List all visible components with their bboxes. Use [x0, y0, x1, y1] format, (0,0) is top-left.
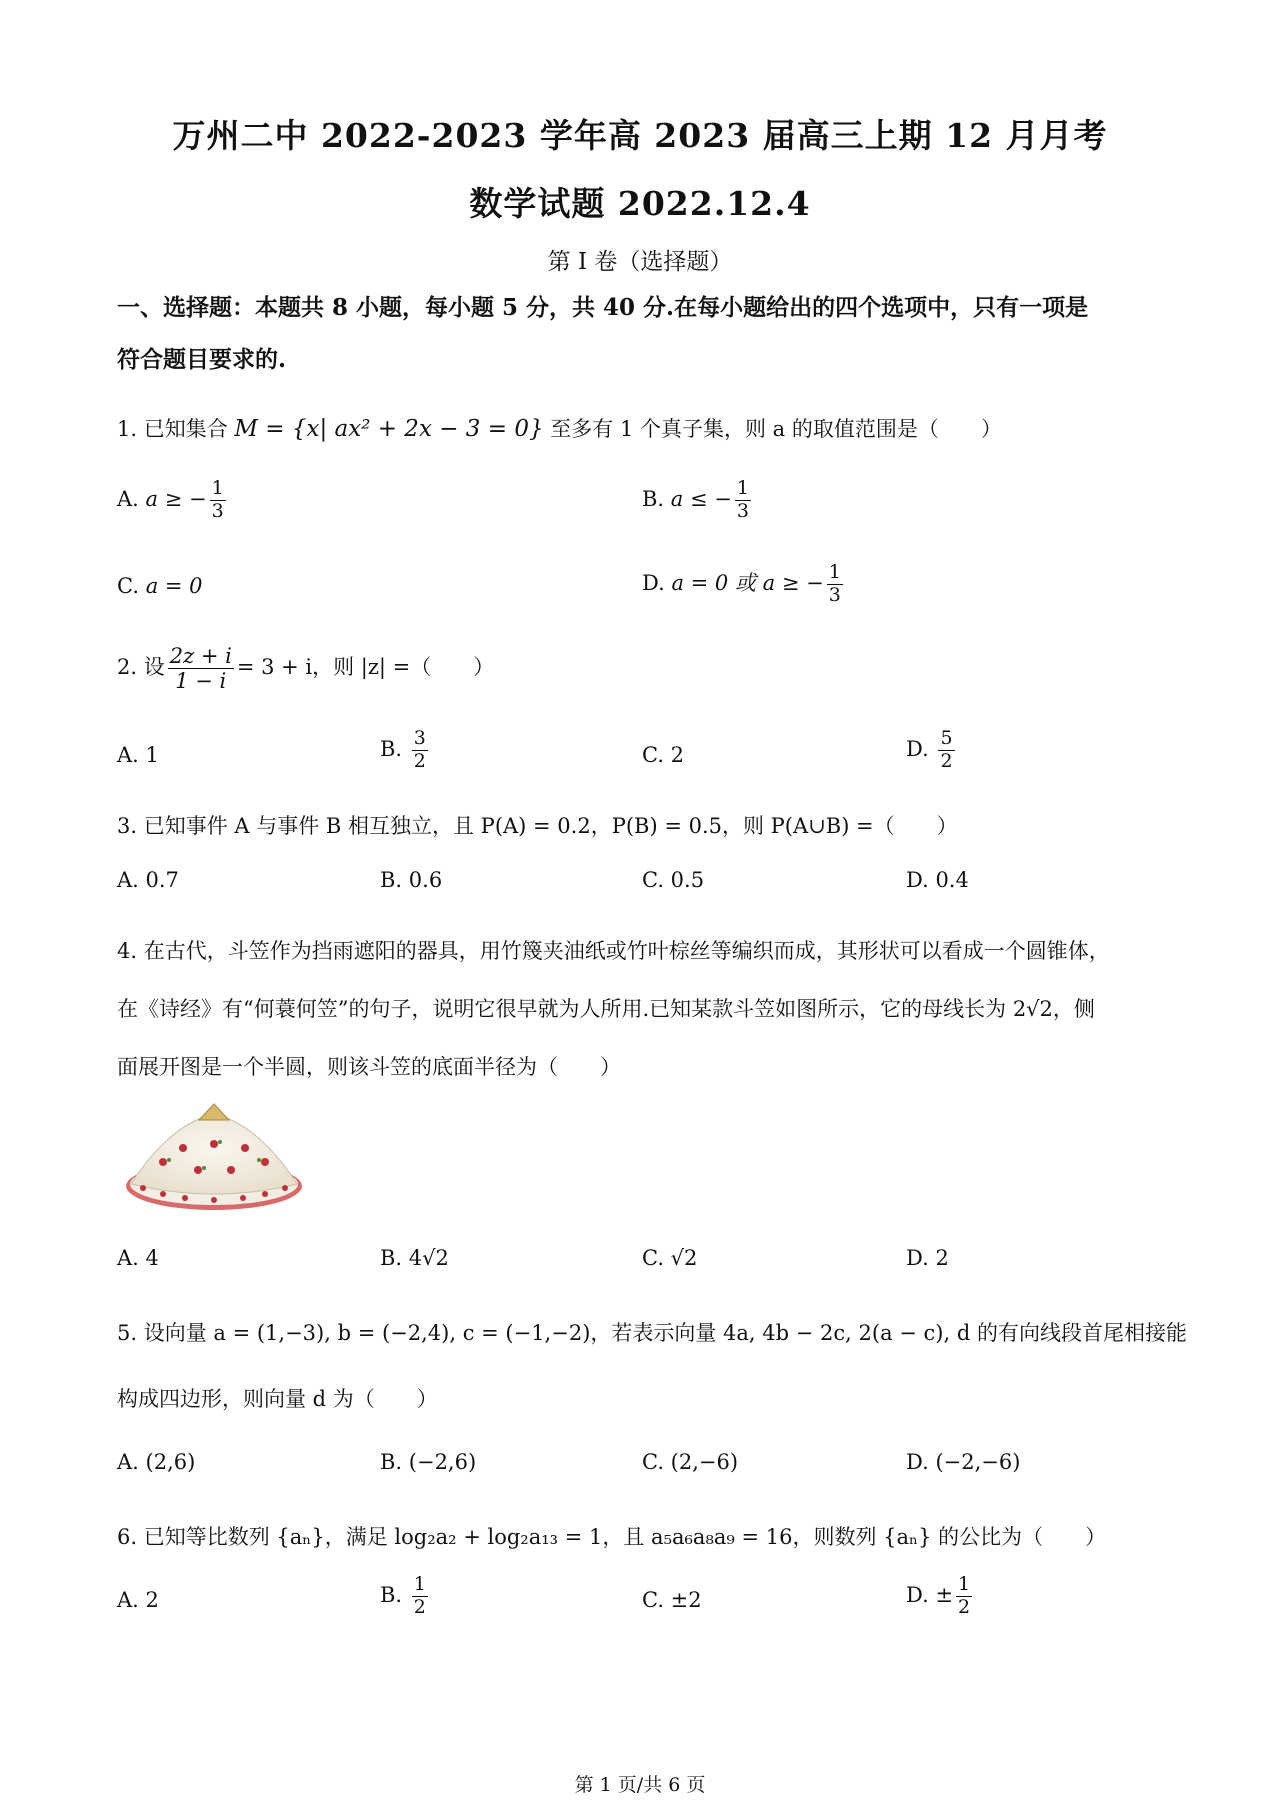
- q1-stem-suffix: 至多有 1 个真子集，则 a 的取值范围是（ ）: [550, 417, 1002, 441]
- question-2-stem: [117, 644, 494, 693]
- frac-den: 1 − i: [175, 669, 227, 694]
- question-4-line2: 在《诗经》有“何蓑何笠”的句子，说明它很早就为人所用.已知某款斗笠如图所示，它的母线长为 2√2，侧: [117, 997, 1095, 1021]
- q1-option-c: [117, 574, 203, 598]
- q4-option-b: B. 4√2: [380, 1246, 449, 1270]
- q5-option-a: A. (2,6): [117, 1450, 196, 1474]
- q4-option-d: D. 2: [906, 1246, 949, 1270]
- section-heading-line2: 符合题目要求的.: [117, 346, 287, 373]
- frac-num: 3: [413, 727, 426, 749]
- q2-option-c: C. 2: [642, 743, 685, 767]
- bamboo-hat-figure: [123, 1100, 305, 1218]
- option-value: a = 0: [145, 574, 203, 598]
- fraction: [210, 478, 226, 523]
- hat-tip: [199, 1104, 229, 1120]
- volume-heading: 第 I 卷（选择题）: [547, 249, 733, 275]
- question-5-line2: 构成四边形，则向量 d 为（ ）: [117, 1387, 438, 1411]
- fraction: [735, 478, 751, 523]
- q3-option-d: D. 0.4: [906, 868, 969, 892]
- frac-num: 1: [736, 477, 749, 499]
- page-footer: 第 1 页/共 6 页: [574, 1774, 706, 1796]
- option-label: B.: [380, 1582, 403, 1607]
- fraction: [412, 1574, 428, 1619]
- fraction: [412, 728, 428, 773]
- option-label: A.: [117, 486, 139, 511]
- q3-option-c: C. 0.5: [642, 868, 705, 892]
- option-value: a ≥ −: [145, 486, 207, 511]
- frac-den: 2: [958, 1595, 971, 1618]
- frac-num: 5: [940, 727, 953, 749]
- fraction: [956, 1574, 972, 1619]
- question-6-stem: 6. 已知等比数列 {aₙ}，满足 log₂a₂ + log₂a₁₃ = 1，且 a₅a₆a₈a₉ = 16，则数列 {aₙ} 的公比为（ ）: [117, 1525, 1107, 1549]
- option-label: B.: [642, 486, 665, 511]
- q5-option-b: B. (−2,6): [380, 1450, 477, 1474]
- q1-option-a: [117, 478, 229, 523]
- q6-option-b: [380, 1574, 431, 1619]
- question-4-line3: 面展开图是一个半圆，则该斗笠的底面半径为（ ）: [117, 1055, 621, 1079]
- frac-num: 1: [958, 1573, 971, 1595]
- frac-num: 1: [413, 1573, 426, 1595]
- frac-den: 3: [211, 499, 224, 522]
- option-label: D.: [642, 570, 665, 595]
- option-label: C.: [117, 574, 139, 598]
- q1-set: M = {x| ax² + 2x − 3 = 0}: [234, 416, 544, 442]
- hat-cone: [131, 1118, 297, 1194]
- q1-option-b: [642, 478, 754, 523]
- q3-option-b: B. 0.6: [380, 868, 443, 892]
- option-label: B.: [380, 736, 403, 761]
- section-heading-line1: 一、选择题：本题共 8 小题，每小题 5 分，共 40 分.在每小题给出的四个选项中，只有一项是: [117, 294, 1089, 321]
- option-value: a = 0 或 a ≥ −: [671, 570, 824, 595]
- q5-option-c: C. (2,−6): [642, 1450, 739, 1474]
- question-4-line1: 4. 在古代，斗笠作为挡雨遮阳的器具，用竹篾夹油纸或竹叶棕丝等编织而成，其形状可以看成一个圆锥体，: [117, 939, 1110, 963]
- q2-option-d: [906, 728, 958, 773]
- q1-stem-prefix: 1. 已知集合: [117, 417, 228, 441]
- q2-stem-prefix: 2. 设: [117, 655, 165, 680]
- q5-option-d: D. (−2,−6): [906, 1450, 1021, 1474]
- frac-num: 1: [828, 561, 841, 583]
- frac-den: 2: [413, 1595, 426, 1618]
- frac-den: 3: [828, 583, 841, 606]
- fraction: [938, 728, 954, 773]
- fraction: [168, 644, 234, 693]
- frac-den: 2: [413, 749, 426, 772]
- frac-num: 2z + i: [169, 644, 232, 668]
- q6-option-a: A. 2: [117, 1588, 159, 1612]
- q2-stem-suffix: = 3 + i，则 |z| =（ ）: [236, 655, 495, 680]
- exam-title-line1: 万州二中 2022-2023 学年高 2023 届高三上期 12 月月考: [172, 116, 1108, 155]
- exam-title-line2: 数学试题 2022.12.4: [469, 184, 811, 223]
- q6-option-c: C. ±2: [642, 1588, 702, 1612]
- fraction: [827, 562, 843, 607]
- q2-option-b: [380, 728, 431, 773]
- frac-den: 3: [736, 499, 749, 522]
- q3-option-a: A. 0.7: [117, 868, 179, 892]
- q1-option-d: [642, 562, 846, 607]
- q4-option-a: A. 4: [117, 1246, 159, 1270]
- frac-num: 1: [211, 477, 224, 499]
- question-1-stem: [117, 400, 1177, 458]
- option-label: D.: [906, 736, 929, 761]
- question-5-line1: 5. 设向量 a = (1,−3), b = (−2,4), c = (−1,−2)，若表示向量 4a, 4b − 2c, 2(a − c), d 的有向线段首尾相接能: [117, 1321, 1187, 1345]
- q6-option-d: [906, 1574, 975, 1619]
- frac-den: 2: [940, 749, 953, 772]
- q2-option-a: A. 1: [117, 743, 159, 767]
- option-label: D. ±: [906, 1582, 954, 1607]
- option-value: a ≤ −: [670, 486, 732, 511]
- q4-option-c: C. √2: [642, 1246, 698, 1270]
- question-3-stem: 3. 已知事件 A 与事件 B 相互独立，且 P(A) = 0.2，P(B) = 0.5，则 P(A∪B) =（ ）: [117, 814, 958, 838]
